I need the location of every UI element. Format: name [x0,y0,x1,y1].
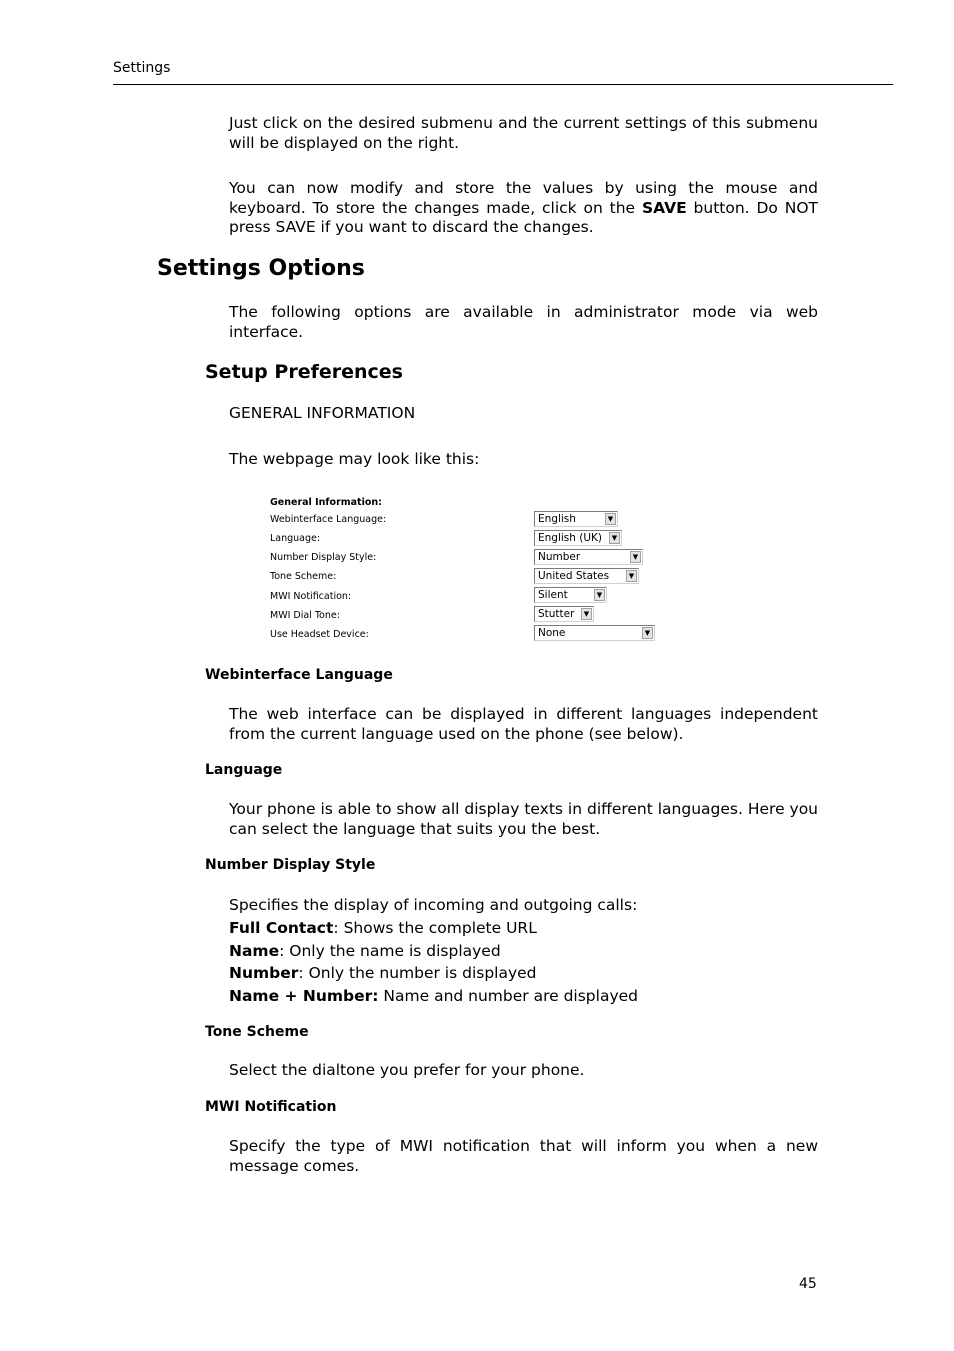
form-label-tone-scheme: Tone Scheme: [270,571,337,582]
webinterface-language-select[interactable] [534,511,618,527]
webinterface-language-heading: Webinterface Language [205,667,393,683]
chevron-down-icon[interactable]: ▼ [630,551,641,563]
running-header: Settings [113,60,171,76]
list-item [229,917,638,940]
separator: : [298,964,309,983]
number-display-style-list [229,894,638,1008]
form-label-mwi-dial-tone: MWI Dial Tone: [270,610,340,621]
select-value: Number [538,551,581,563]
description: Only the number is displayed [308,964,537,983]
list-item [229,962,638,985]
separator: : [333,918,344,937]
list-item [229,985,638,1008]
page-number: 45 [799,1276,817,1292]
settings-options-heading: Settings Options [157,256,365,281]
term: Name [229,941,280,960]
intro-text-b: button. Do NOT press SAVE if you want to discard the changes. [229,198,819,236]
tone-scheme-select[interactable] [534,568,639,584]
chevron-down-icon[interactable]: ▼ [581,608,592,620]
language-select[interactable] [534,530,622,546]
select-value: Stutter [538,608,575,620]
mwi-notification-text: Specify the type of MWI notification that will inform you when a new message comes. [229,1137,818,1175]
form-label-language: Language: [270,533,321,544]
form-label-mwi-notification: MWI Notification: [270,591,352,602]
term: Name + Number: [229,987,379,1006]
settings-options-text: The following options are available in administrator mode via web interface. [229,303,818,341]
form-label-webinterface-language: Webinterface Language: [270,514,387,525]
select-value: United States [538,570,610,582]
intro-paragraph-1: Just click on the desired submenu and the current settings of this submenu will be displayed on the right. [229,114,818,152]
intro-text-a: You can now modify and store the values by using the mouse and keyboard. To store the changes made, click on the [229,179,818,217]
select-value: English [538,513,576,525]
mwi-notification-select[interactable] [534,587,607,603]
mwi-notification-heading: MWI Notification [205,1099,337,1115]
mwi-dial-tone-select[interactable] [534,606,594,622]
chevron-down-icon[interactable]: ▼ [594,589,605,601]
number-display-style-heading: Number Display Style [205,857,376,873]
select-value: None [538,627,566,639]
tone-scheme-heading: Tone Scheme [205,1024,309,1040]
select-value: Silent [538,589,568,601]
form-label-number-display-style: Number Display Style: [270,552,377,563]
term: Number [229,964,299,983]
tone-scheme-text: Select the dialtone you prefer for your phone. [229,1061,585,1079]
form-label-use-headset-device: Use Headset Device: [270,629,369,640]
number-display-style-intro: Specifies the display of incoming and outgoing calls: [229,896,638,914]
language-heading: Language [205,762,283,778]
description: Only the name is displayed [289,941,501,960]
general-information-label: GENERAL INFORMATION [229,404,416,422]
separator: : [279,941,290,960]
header-rule [113,84,893,85]
chevron-down-icon[interactable]: ▼ [642,627,653,639]
language-text: Your phone is able to show all display texts in different languages. Here you can select the language that suits you the best. [229,800,819,838]
webinterface-language-text: The web interface can be displayed in different languages independent from the current language used on the phone (see below). [229,705,818,743]
description: Name and number are displayed [383,987,638,1006]
chevron-down-icon[interactable]: ▼ [626,570,637,582]
list-item [229,940,638,963]
form-title: General Information: [270,497,382,508]
chevron-down-icon[interactable]: ▼ [605,513,616,525]
use-headset-device-select[interactable] [534,625,655,641]
setup-preferences-heading: Setup Preferences [205,361,403,383]
chevron-down-icon[interactable]: ▼ [609,532,620,544]
term: Full Contact [229,918,334,937]
description: Shows the complete URL [343,918,537,937]
number-display-style-select[interactable] [534,549,643,565]
save-keyword: SAVE [641,198,687,217]
webpage-note: The webpage may look like this: [229,450,480,468]
select-value: English (UK) [538,532,603,544]
intro-paragraph-2 [229,179,818,238]
